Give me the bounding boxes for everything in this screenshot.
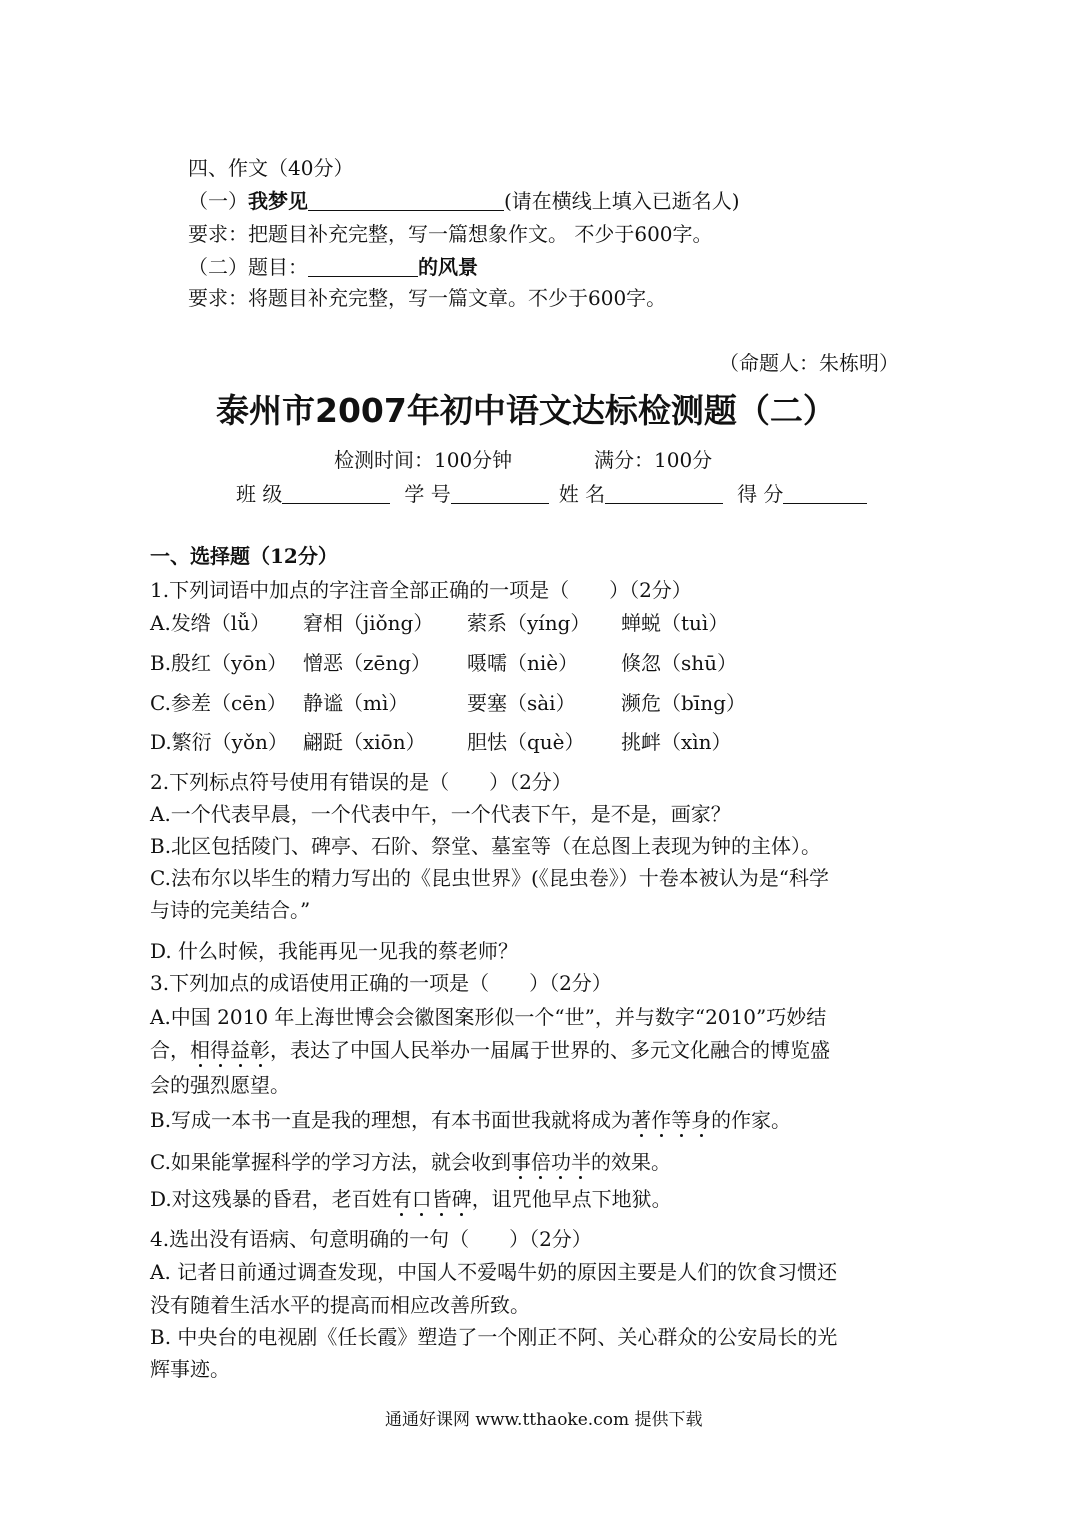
points-blank[interactable]	[783, 483, 867, 504]
composition-q2-requirement: 要求：将题目补充完整，写一篇文章。不少于600字。	[188, 286, 667, 310]
q3-b-post: 的作家。	[711, 1108, 792, 1132]
exam-title: 泰州市2007年初中语文达标检测题（二）	[216, 391, 836, 430]
q3-c-pre: C.如果能掌握科学的学习方法，就会收到	[150, 1150, 511, 1174]
q2-blank	[308, 256, 418, 277]
q3-a-post: ，表达了中国人民举办一届属于世界的、多元文化融合的博览盛	[270, 1038, 830, 1062]
q1-stem: 1.下列词语中加点的字注音全部正确的一项是（ ）（2分）	[150, 578, 692, 602]
q1-option-c2: 静谧（mì）	[303, 691, 409, 715]
q4-option-a-line2: 没有随着生活水平的提高而相应改善所致。	[150, 1293, 530, 1317]
q3-option-b	[150, 1110, 791, 1130]
dotted-char: 相	[190, 1038, 210, 1062]
q3-option-a-line2	[150, 1040, 830, 1060]
points-label: 得 分	[737, 482, 784, 506]
dotted-char: 皆	[431, 1187, 452, 1211]
dotted-char: 口	[411, 1187, 432, 1211]
id-label: 学 号	[404, 482, 451, 506]
q4-stem: 4.选出没有语病、句意明确的一句（ ）（2分）	[150, 1227, 592, 1251]
q1-option-d1: D.繁衍（yǒn）	[150, 730, 288, 754]
q1-option-a2: 窘相（jiǒng）	[303, 611, 434, 635]
section1-heading: 一、选择题（12分）	[150, 544, 338, 568]
class-label: 班 级	[236, 482, 283, 506]
q3-option-c	[150, 1152, 671, 1172]
dotted-char: 有	[391, 1187, 412, 1211]
dotted-char: 碑	[451, 1187, 472, 1211]
q2-prefix: （二）题目：	[188, 255, 308, 279]
dotted-char: 事	[510, 1150, 531, 1174]
composition-q2	[188, 256, 478, 277]
dotted-char: 作	[651, 1108, 672, 1132]
q3-a-pre: 合，	[150, 1038, 190, 1062]
q1-option-a3: 萦系（yíng）	[467, 611, 591, 635]
student-info-row	[236, 483, 867, 504]
q3-d-post: ，诅咒他早点下地狱。	[471, 1187, 672, 1211]
q2-option-c-line1: C.法布尔以毕生的精力写出的《昆虫世界》(《昆虫卷》）十卷本被认为是“科学	[150, 866, 829, 890]
q1-option-d4: 挑衅（xìn）	[621, 730, 732, 754]
q4-option-a-line1: A. 记者日前通过调查发现，中国人不爱喝牛奶的原因主要是人们的饮食习惯还	[150, 1260, 838, 1284]
q1-option-b2: 憎恶（zēng）	[303, 651, 432, 675]
q1-option-a4: 蝉蜕（tuì）	[621, 611, 729, 635]
dotted-char: 益	[230, 1038, 250, 1062]
dotted-char: 彰	[250, 1038, 270, 1062]
class-blank[interactable]	[282, 483, 390, 504]
composition-q1	[188, 190, 740, 211]
q3-b-pre: B.写成一本书一直是我的理想，有本书面世我就将成为	[150, 1108, 632, 1132]
name-label: 姓 名	[558, 482, 606, 506]
q1-option-c1: C.参差（cēn）	[150, 691, 287, 715]
q1-option-d2: 翩跹（xiōn）	[303, 730, 426, 754]
dotted-char: 半	[570, 1150, 591, 1174]
author-note: （命题人：朱栋明）	[719, 351, 899, 375]
id-blank[interactable]	[451, 483, 549, 504]
q1-prefix: （一）	[188, 189, 248, 213]
name-blank[interactable]	[605, 483, 723, 504]
composition-heading: 四、作文（40分）	[188, 156, 354, 180]
q2-option-b: B.北区包括陵门、碑亭、石阶、祭堂、墓室等（在总图上表现为钟的主体）。	[150, 834, 822, 858]
q3-option-a-line1: A.中国 2010 年上海世博会会徽图案形似一个“世”，并与数字“2010”巧妙结	[150, 1005, 827, 1029]
q1-blank	[308, 190, 504, 211]
q1-option-b1: B.殷红（yōn）	[150, 651, 288, 675]
q3-a-dotted-idiom	[190, 1038, 270, 1062]
q1-option-b4: 倏忽（shū）	[621, 651, 738, 675]
q1-option-a1: A.发绺（lǚ）	[150, 611, 271, 635]
q3-d-dotted-idiom	[392, 1187, 472, 1211]
q2-title: 的风景	[418, 255, 478, 279]
dotted-char: 等	[671, 1108, 692, 1132]
q1-option-c4: 濒危（bīng）	[621, 691, 746, 715]
q3-option-a-line3: 会的强烈愿望。	[150, 1073, 290, 1097]
q3-option-d	[150, 1189, 672, 1209]
q3-c-dotted-idiom	[511, 1150, 591, 1174]
q1-option-c3: 要塞（sài）	[467, 691, 576, 715]
q1-title: 我梦见	[248, 189, 308, 213]
q3-stem: 3.下列加点的成语使用正确的一项是（ ）（2分）	[150, 971, 612, 995]
dotted-char: 倍	[530, 1150, 551, 1174]
q1-option-b3: 嗫嚅（niè）	[467, 651, 579, 675]
q4-option-b-line2: 辉事迹。	[150, 1357, 230, 1381]
q3-b-dotted-idiom	[631, 1108, 711, 1132]
exam-time: 检测时间：100分钟	[334, 448, 513, 472]
dotted-char: 著	[631, 1108, 652, 1132]
q1-option-d3: 胆怯（què）	[467, 730, 585, 754]
q1-note: (请在横线上填入已逝名人)	[504, 189, 740, 213]
q4-option-b-line1: B. 中央台的电视剧《任长霞》塑造了一个刚正不阿、关心群众的公安局长的光	[150, 1325, 838, 1349]
footer-source: 通通好课网 www.tthaoke.com 提供下载	[385, 1410, 703, 1430]
dotted-char: 得	[210, 1038, 230, 1062]
composition-q1-requirement: 要求：把题目补充完整，写一篇想象作文。 不少于600字。	[188, 222, 713, 246]
q2-option-a: A.一个代表早晨，一个代表中午，一个代表下午，是不是，画家？	[150, 802, 731, 826]
dotted-char: 功	[550, 1150, 571, 1174]
q2-stem: 2.下列标点符号使用有错误的是（ ）（2分）	[150, 770, 572, 794]
q3-d-pre: D.对这残暴的昏君，老百姓	[150, 1187, 392, 1211]
q2-option-c-line2: 与诗的完美结合。”	[150, 898, 311, 922]
exam-score: 满分：100分	[594, 448, 713, 472]
q2-option-d: D. 什么时候，我能再见一见我的蔡老师？	[150, 939, 519, 963]
q3-c-post: 的效果。	[590, 1150, 671, 1174]
dotted-char: 身	[691, 1108, 712, 1132]
